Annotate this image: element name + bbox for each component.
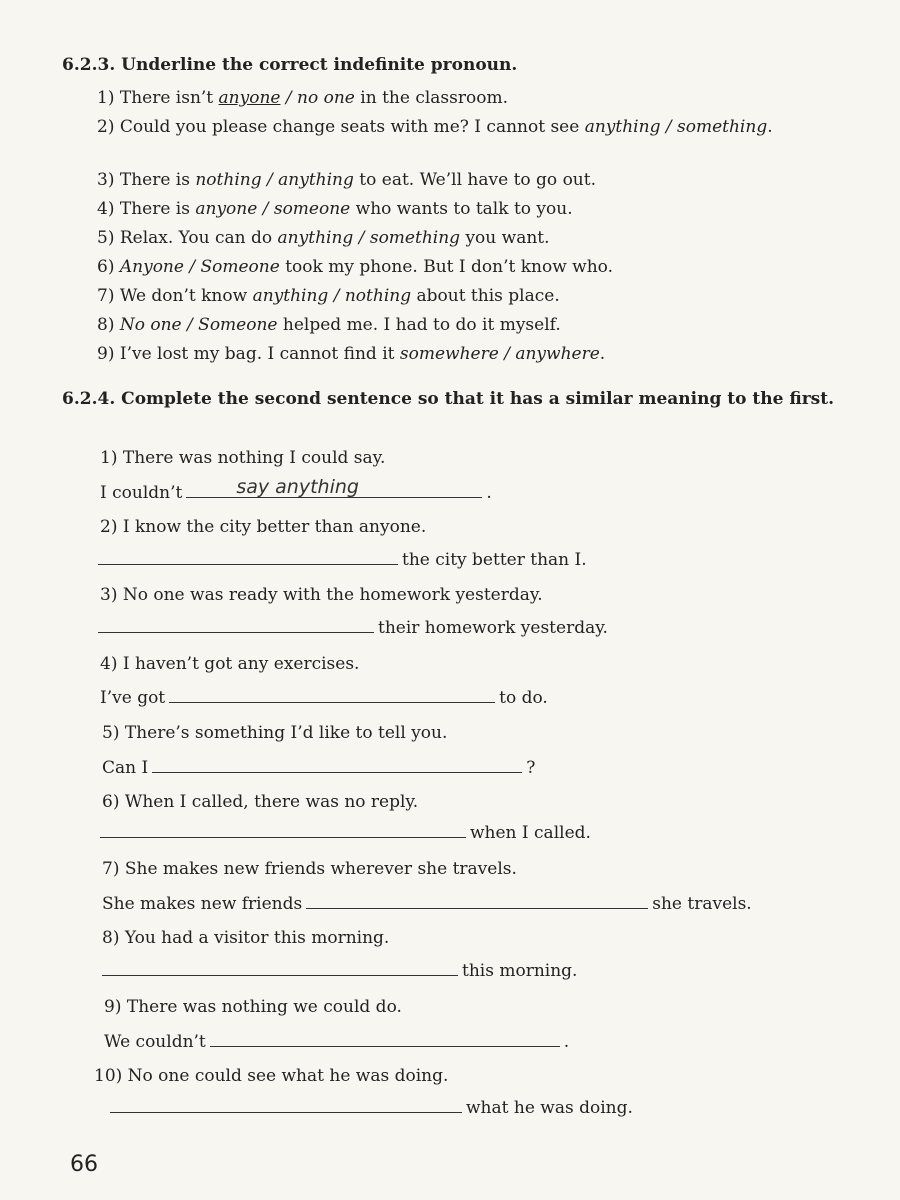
answer-line bbox=[104, 1030, 569, 1054]
answer-blank[interactable] bbox=[306, 892, 648, 909]
answer-suffix: she travels. bbox=[652, 894, 752, 914]
source-sentence: 4) I haven’t got any exercises. bbox=[100, 654, 360, 674]
answer-line bbox=[100, 476, 492, 505]
answer-suffix: to do. bbox=[499, 688, 548, 708]
answer-blank[interactable] bbox=[169, 686, 495, 703]
answer-suffix: what he was doing. bbox=[466, 1098, 633, 1118]
item-text: 7) We don’t know bbox=[97, 286, 253, 306]
source-sentence: 3) No one was ready with the homework yesterday. bbox=[100, 585, 543, 605]
exercise-item bbox=[62, 115, 857, 139]
answer-suffix: ? bbox=[526, 758, 536, 778]
item-text: about this place. bbox=[411, 286, 560, 306]
option-b: something bbox=[369, 228, 461, 248]
option-b: anything bbox=[278, 170, 354, 190]
separator: / bbox=[257, 199, 274, 219]
exercise-heading: 6.2.3. Underline the correct indefinite pronoun. bbox=[62, 55, 518, 75]
source-sentence: 9) There was nothing we could do. bbox=[104, 997, 402, 1017]
separator: / bbox=[280, 88, 298, 108]
source-sentence: 5) There’s something I’d like to tell you. bbox=[102, 723, 448, 743]
answer-suffix: their homework yesterday. bbox=[378, 618, 608, 638]
answer-blank[interactable] bbox=[186, 476, 482, 498]
item-text: in the classroom. bbox=[354, 88, 508, 108]
item-text: 9) I’ve lost my bag. I cannot find it bbox=[97, 344, 400, 364]
answer-blank[interactable] bbox=[210, 1030, 560, 1047]
separator: / bbox=[353, 228, 370, 248]
answer-blank[interactable] bbox=[152, 756, 522, 773]
item-text: helped me. I had to do it myself. bbox=[277, 315, 561, 335]
item-text: 2) Could you please change seats with me? I cannot see bbox=[97, 117, 585, 137]
exercise-item bbox=[97, 284, 560, 308]
separator: / bbox=[660, 117, 678, 137]
answer-prefix: Can I bbox=[102, 758, 149, 778]
exercise-item bbox=[97, 86, 508, 110]
handwritten-answer: say anything bbox=[236, 476, 359, 498]
answer-prefix: I couldn’t bbox=[100, 483, 183, 503]
source-sentence: 6) When I called, there was no reply. bbox=[102, 792, 419, 812]
option-a: anything bbox=[252, 286, 329, 306]
item-text: . bbox=[767, 117, 773, 137]
item-text: 1) There isn’t bbox=[97, 88, 219, 108]
item-text: 6) bbox=[97, 257, 120, 277]
exercise-item bbox=[97, 342, 605, 366]
item-text: to eat. We’ll have to go out. bbox=[353, 170, 596, 190]
option-b: Someone bbox=[198, 315, 278, 335]
item-text: 5) Relax. You can do bbox=[97, 228, 278, 248]
option-a: somewhere bbox=[399, 344, 499, 364]
option-b: anywhere bbox=[515, 344, 600, 364]
separator: / bbox=[328, 286, 345, 306]
page-number: 66 bbox=[70, 1152, 98, 1177]
item-text: 3) There is bbox=[97, 170, 196, 190]
answer-line bbox=[102, 756, 535, 780]
answer-suffix: this morning. bbox=[462, 961, 578, 981]
separator: / bbox=[181, 315, 199, 335]
exercise-item bbox=[97, 226, 550, 250]
option-b: no one bbox=[297, 88, 355, 108]
option-a: anything bbox=[277, 228, 354, 248]
source-sentence: 2) I know the city better than anyone. bbox=[100, 517, 427, 537]
option-a: Anyone bbox=[119, 257, 184, 277]
source-sentence: 7) She makes new friends wherever she travels. bbox=[102, 859, 517, 879]
item-text: 8) bbox=[97, 315, 120, 335]
exercise-item bbox=[97, 255, 613, 279]
exercise-item bbox=[97, 197, 573, 221]
answer-blank[interactable] bbox=[110, 1096, 462, 1113]
exercise-item bbox=[97, 313, 561, 337]
exercise-heading: 6.2.4. Complete the second sentence so that it has a similar meaning to the first. bbox=[62, 389, 835, 409]
answer-blank[interactable] bbox=[102, 959, 458, 976]
separator: / bbox=[498, 344, 516, 364]
option-b: nothing bbox=[344, 286, 412, 306]
answer-suffix: the city better than I. bbox=[402, 550, 587, 570]
answer-line bbox=[110, 1096, 633, 1120]
answer-line bbox=[98, 616, 608, 640]
exercise-item bbox=[97, 168, 596, 192]
answer-line bbox=[100, 686, 548, 710]
answer-blank[interactable] bbox=[100, 821, 466, 838]
item-text: you want. bbox=[460, 228, 550, 248]
option-b: Someone bbox=[200, 257, 280, 277]
option-a: nothing bbox=[195, 170, 262, 190]
answer-suffix: when I called. bbox=[470, 823, 591, 843]
answer-suffix: . bbox=[563, 1032, 570, 1052]
item-text: . bbox=[599, 344, 606, 364]
answer-line bbox=[100, 821, 591, 845]
option-a: anyone bbox=[195, 199, 258, 219]
source-sentence: 1) There was nothing I could say. bbox=[100, 448, 386, 468]
answer-suffix: . bbox=[486, 483, 492, 503]
answer-prefix: She makes new friends bbox=[102, 894, 303, 914]
answer-prefix: We couldn’t bbox=[104, 1032, 206, 1052]
answer-prefix: I’ve got bbox=[100, 688, 166, 708]
item-text: took my phone. But I don’t know who. bbox=[279, 257, 613, 277]
answer-line bbox=[102, 959, 577, 983]
item-text: 4) There is bbox=[97, 199, 196, 219]
separator: / bbox=[183, 257, 201, 277]
source-sentence: 8) You had a visitor this morning. bbox=[102, 928, 390, 948]
answer-blank[interactable] bbox=[98, 616, 374, 633]
option-b: something bbox=[677, 117, 768, 137]
answer-line bbox=[98, 548, 587, 572]
answer-blank[interactable] bbox=[98, 548, 398, 565]
item-text: who wants to talk to you. bbox=[350, 199, 573, 219]
option-a-underlined: anyone bbox=[218, 88, 281, 108]
option-b: someone bbox=[273, 199, 351, 219]
option-a: anything bbox=[584, 117, 661, 137]
source-sentence: 10) No one could see what he was doing. bbox=[94, 1066, 449, 1086]
option-a: No one bbox=[119, 315, 182, 335]
answer-line bbox=[102, 892, 752, 916]
separator: / bbox=[261, 170, 279, 190]
